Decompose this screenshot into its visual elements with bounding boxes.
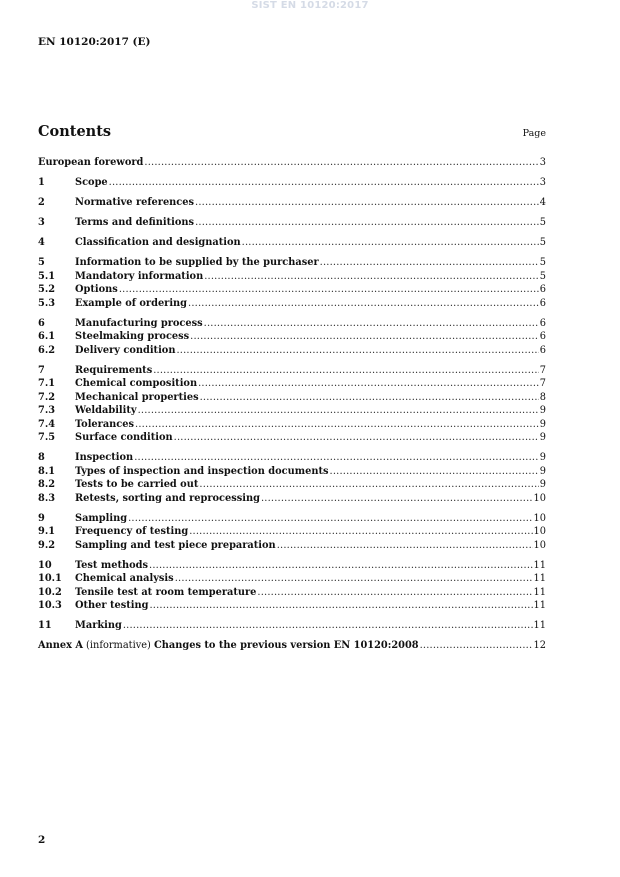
dot-leader <box>320 256 539 270</box>
toc-entry-title: Surface condition <box>75 432 173 443</box>
toc-entry[interactable] <box>38 404 546 418</box>
dot-leader <box>175 572 533 586</box>
toc-entry-number: 3 <box>38 217 45 228</box>
page-number: 2 <box>38 834 46 846</box>
toc-entry-number: 8.3 <box>38 492 56 504</box>
toc-entry[interactable] <box>38 344 546 358</box>
toc-entry-title: Manufacturing process <box>75 317 203 329</box>
dot-leader <box>188 297 539 311</box>
toc-entry-page: 10 <box>533 492 546 504</box>
toc-entry-page: 9 <box>539 465 546 477</box>
toc-entry-title: Marking <box>75 620 122 631</box>
dot-leader <box>420 639 533 653</box>
toc-entry-page: 3 <box>539 177 546 188</box>
toc-entry-number: 11 <box>38 620 52 631</box>
dot-leader <box>189 525 532 539</box>
toc-entry-page: 9 <box>539 418 546 430</box>
toc-entry[interactable] <box>38 599 546 613</box>
toc-sections <box>38 170 546 633</box>
toc-entry-page: 11 <box>533 586 546 598</box>
toc-entry-page: 5 <box>539 257 546 268</box>
toc-entry[interactable] <box>38 270 546 284</box>
toc-entry-number: 9 <box>38 512 45 524</box>
dot-leader <box>198 377 539 391</box>
dot-leader <box>204 270 539 284</box>
dot-leader <box>134 451 539 465</box>
toc-entry-page: 9 <box>539 405 546 416</box>
toc-entry-page: 8 <box>539 391 546 403</box>
toc-entry-title: Chemical composition <box>75 378 198 389</box>
toc-entry-page: 9 <box>539 452 546 463</box>
toc-entry-number: 1 <box>38 177 45 188</box>
toc-entry-title: Sampling <box>75 512 128 524</box>
toc-entry-page: 5 <box>539 237 546 248</box>
toc-entry[interactable] <box>38 619 546 633</box>
toc-entry[interactable] <box>38 451 546 465</box>
toc-entry-title: Normative references <box>75 197 195 208</box>
toc-entry-page: 11 <box>533 559 546 571</box>
toc-entry-page: 12 <box>533 640 546 651</box>
toc-entry-title: Terms and definitions <box>75 217 195 228</box>
toc-entry[interactable] <box>38 196 546 210</box>
toc-entry[interactable] <box>38 559 546 573</box>
toc-entry-number: 8 <box>38 452 45 463</box>
toc-entry-title: Weldability <box>75 405 137 416</box>
toc-entry[interactable] <box>38 256 546 270</box>
toc-entry[interactable] <box>38 317 546 331</box>
toc-entry-page: 6 <box>539 317 546 329</box>
toc-entry-title: Scope <box>75 177 108 188</box>
toc-entry-title: Information to be supplied by the purchaser <box>75 257 319 268</box>
toc-entry-title: Requirements <box>75 364 153 376</box>
toc-entry[interactable] <box>38 216 546 230</box>
dot-leader <box>119 283 539 297</box>
toc-entry[interactable] <box>38 418 546 432</box>
dot-leader <box>195 216 539 230</box>
annex-label: Annex A <box>38 640 83 651</box>
toc-entry-number: 7.1 <box>38 378 56 389</box>
toc-entry[interactable] <box>38 465 546 479</box>
dot-leader <box>199 478 538 492</box>
annex-title: Changes to the previous version EN 10120:2008 <box>154 640 419 651</box>
toc-entry-title: Steelmaking process <box>75 331 190 342</box>
toc-entry-title: Chemical analysis <box>75 573 174 584</box>
toc-entry-number: 5.2 <box>38 284 56 295</box>
toc-entry-number: 10.1 <box>38 573 62 584</box>
toc-entry-title: Other testing <box>75 600 149 611</box>
annex-qualifier: (informative) <box>82 640 154 651</box>
toc-entry-title: Types of inspection and inspection documents <box>75 465 329 477</box>
toc-entry-page: 11 <box>533 600 546 611</box>
dot-leader <box>109 176 539 190</box>
toc-entry-annex-a[interactable] <box>38 639 546 653</box>
toc-entry-title: Example of ordering <box>75 297 188 309</box>
dot-leader <box>242 236 539 250</box>
toc-entry-title: Sampling and test piece preparation <box>75 539 276 551</box>
toc-entry-page: 3 <box>539 157 546 168</box>
toc-entry-number: 6 <box>38 317 45 329</box>
toc-entry-number: 8.2 <box>38 479 56 490</box>
toc-entry-number: 6.1 <box>38 331 56 342</box>
toc-entry-number: 2 <box>38 197 45 208</box>
toc-entry-number: 7.5 <box>38 432 56 443</box>
toc-entry[interactable] <box>38 572 546 586</box>
toc-entry-title: Retests, sorting and reprocessing <box>75 492 260 504</box>
dot-leader <box>135 418 539 432</box>
toc-entry-page: 4 <box>539 197 546 208</box>
dot-leader <box>128 512 532 526</box>
toc-entry-page: 6 <box>539 331 546 342</box>
table-of-contents <box>38 156 546 653</box>
toc-entry-title: Mandatory information <box>75 270 204 282</box>
toc-entry[interactable] <box>38 586 546 600</box>
toc-entry[interactable] <box>38 236 546 250</box>
toc-entry[interactable] <box>38 364 546 378</box>
toc-entry-number: 7.4 <box>38 418 56 430</box>
toc-entry-number: 7.3 <box>38 405 56 416</box>
toc-entry-title: Inspection <box>75 452 134 463</box>
document-identifier: EN 10120:2017 (E) <box>38 36 151 48</box>
toc-entry-page: 11 <box>533 620 546 631</box>
dot-leader <box>195 196 539 210</box>
dot-leader <box>261 492 533 506</box>
toc-entry-number: 10.3 <box>38 600 62 611</box>
toc-entry-page: 5 <box>539 270 546 282</box>
toc-entry-page: 9 <box>539 432 546 443</box>
toc-entry-number: 7 <box>38 364 45 376</box>
dot-leader <box>149 559 533 573</box>
toc-entry-page: 7 <box>539 364 546 376</box>
toc-entry-page: 10 <box>533 539 546 551</box>
toc-entry[interactable] <box>38 539 546 553</box>
toc-entry-number: 9.1 <box>38 526 56 537</box>
toc-entry[interactable] <box>38 297 546 311</box>
toc-entry[interactable] <box>38 478 546 492</box>
dot-leader <box>153 364 539 378</box>
dot-leader <box>123 619 533 633</box>
dot-leader <box>190 330 539 344</box>
dot-leader <box>200 391 539 405</box>
toc-entry-number: 10 <box>38 559 52 571</box>
dot-leader <box>257 586 532 600</box>
toc-entry-page: 11 <box>533 573 546 584</box>
dot-leader <box>144 156 538 170</box>
toc-entry-page: 7 <box>539 378 546 389</box>
toc-entry-title: Frequency of testing <box>75 526 189 537</box>
toc-entry-number: 4 <box>38 237 45 248</box>
toc-entry-title: Options <box>75 284 118 295</box>
toc-entry-title: Mechanical properties <box>75 391 199 403</box>
dot-leader <box>330 465 539 479</box>
toc-entry-title: Test methods <box>75 559 148 571</box>
toc-entry-page: 6 <box>539 297 546 309</box>
toc-entry[interactable] <box>38 330 546 344</box>
toc-entry-foreword[interactable] <box>38 156 546 170</box>
contents-heading: Contents <box>38 123 112 140</box>
toc-entry-number: 5.3 <box>38 297 56 309</box>
toc-entry[interactable] <box>38 283 546 297</box>
toc-entry-page: 6 <box>539 344 546 356</box>
toc-entry-title <box>38 639 419 653</box>
toc-entry[interactable] <box>38 176 546 190</box>
toc-entry[interactable] <box>38 492 546 506</box>
toc-entry-title: Tolerances <box>75 418 135 430</box>
toc-entry-page: 9 <box>539 479 546 490</box>
toc-entry-number: 9.2 <box>38 539 56 551</box>
toc-entry-number: 5 <box>38 257 45 268</box>
watermark: SIST EN 10120:2017 <box>251 0 369 11</box>
toc-entry[interactable] <box>38 512 546 526</box>
toc-entry-title: Classification and designation <box>75 237 241 248</box>
toc-entry[interactable] <box>38 431 546 445</box>
toc-entry-title: European foreword <box>38 157 144 168</box>
toc-entry-title: Tensile test at room temperature <box>75 586 257 598</box>
dot-leader <box>277 539 533 553</box>
toc-entry-page: 5 <box>539 217 546 228</box>
toc-entry-number: 5.1 <box>38 270 56 282</box>
toc-entry-title: Delivery condition <box>75 344 176 356</box>
toc-entry-page: 10 <box>533 526 546 537</box>
toc-entry[interactable] <box>38 525 546 539</box>
toc-entry-number: 10.2 <box>38 586 62 598</box>
toc-entry-number: 6.2 <box>38 344 56 356</box>
toc-entry-page: 10 <box>533 512 546 524</box>
dot-leader <box>138 404 539 418</box>
toc-entry-number: 8.1 <box>38 465 56 477</box>
dot-leader <box>176 344 538 358</box>
dot-leader <box>204 317 539 331</box>
page-column-label: Page <box>522 128 546 139</box>
toc-entry[interactable] <box>38 377 546 391</box>
dot-leader <box>174 431 539 445</box>
toc-entry[interactable] <box>38 391 546 405</box>
toc-entry-title: Tests to be carried out <box>75 479 199 490</box>
dot-leader <box>149 599 532 613</box>
toc-entry-page: 6 <box>539 284 546 295</box>
toc-entry-number: 7.2 <box>38 391 56 403</box>
